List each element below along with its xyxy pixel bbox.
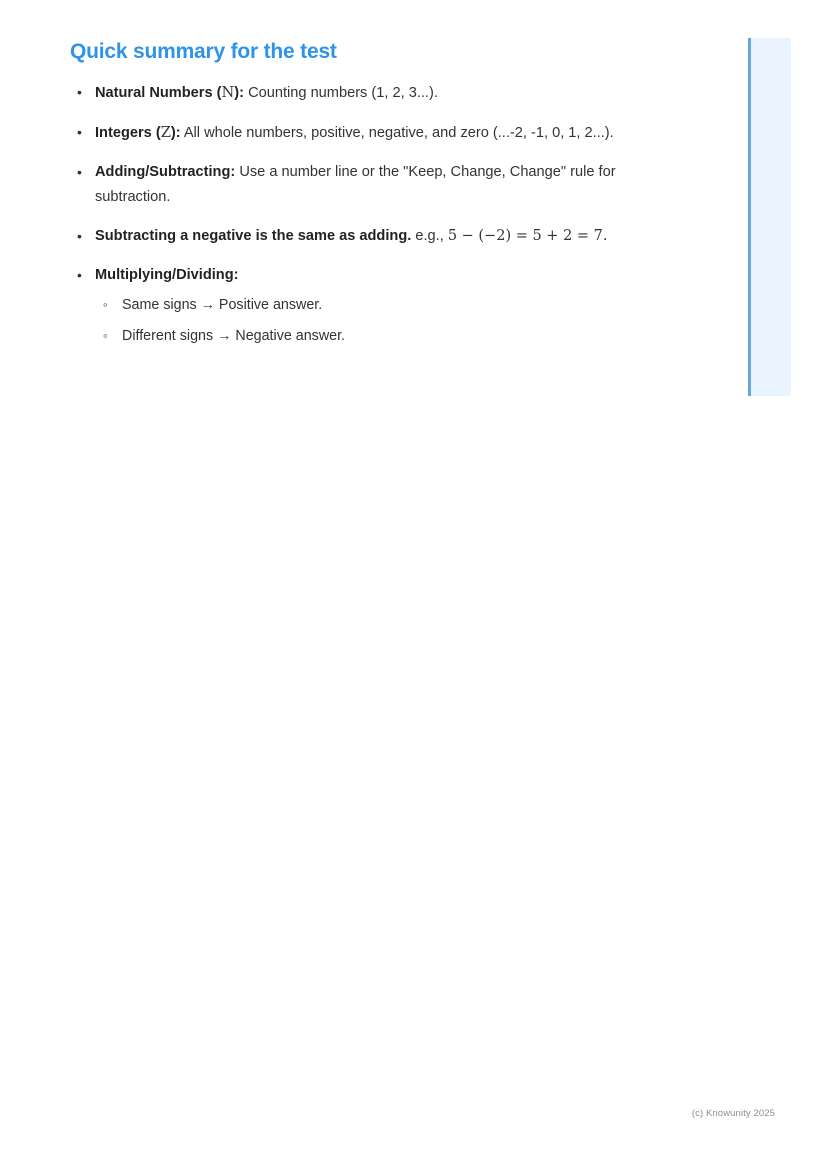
set-symbol-integer: Z — [160, 124, 171, 141]
list-item — [70, 263, 670, 347]
footer-copyright: (c) Knowunity 2025 — [691, 1108, 775, 1119]
list-item — [70, 160, 670, 210]
list-item-term-part: Natural Numbers ( — [95, 85, 222, 101]
list-item-term-end: ): — [170, 125, 181, 141]
list-item — [70, 224, 670, 249]
list-item-text: Counting numbers (1, 2, 3...). — [248, 85, 438, 101]
summary-list — [70, 80, 670, 347]
math-expression: 5 − (−2) = 5 + 2 = 7. — [447, 228, 608, 244]
list-item-term: Multiplying/Dividing: — [95, 267, 239, 283]
sub-list-item: ◦ Same signs → Positive answer. — [95, 294, 670, 316]
list-item-term: Adding/Subtracting: — [95, 164, 236, 180]
sub-list-item: ◦ Different signs → Negative answer. — [95, 325, 670, 347]
set-symbol-natural: N — [221, 84, 235, 101]
list-item-text: Use a number line or the "Keep, Change, Change" rule for subtraction. — [95, 164, 616, 205]
side-accent-bar — [748, 38, 751, 396]
list-item-term-end: ): — [234, 85, 245, 101]
list-item-term: Subtracting a negative is the same as adding. — [95, 228, 412, 244]
list-item — [70, 120, 670, 146]
side-accent-panel — [748, 38, 791, 396]
document-content — [70, 38, 670, 361]
list-item — [70, 80, 670, 106]
list-item-term-part: Integers ( — [95, 125, 161, 141]
list-item-text: All whole numbers, positive, negative, and zero (...-2, -1, 0, 1, 2...). — [183, 125, 614, 141]
sub-list — [95, 294, 670, 347]
list-item-text: e.g., — [415, 228, 444, 244]
page-title: Quick summary for the test — [70, 40, 337, 63]
